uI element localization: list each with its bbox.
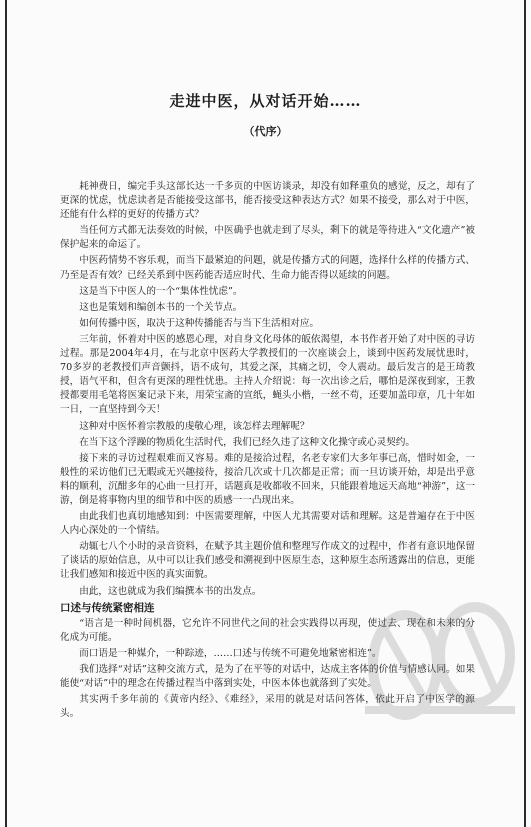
paragraph: 由此我们也真切地感知到：中医需要理解，中医人尤其需要对话和理解。这是普遍存在于中医人内心深处的一个情结。 — [60, 511, 475, 537]
page-subtitle: （代序） — [243, 125, 288, 138]
paragraph: 动辄七八个小时的录音资料，在赋予其主题价值和整理写作成文的过程中，作者有意识地保留了谈话的原始信息，从中可以让我们感受和溯视到中医原生态，这种原生态所透露出的信息，更能让我们感知和接近中医的真实面貌。 — [60, 541, 475, 581]
paragraph: 当任何方式都无法奏效的时候，中医确乎也就走到了尽头，剩下的就是等待进入“文化遗产”被保护起来的命运了。 — [60, 225, 475, 251]
paragraph: 接下来的寻访过程艰难而又容易。难的是接洽过程，名老专家们大多年事已高，惜时如金，一般性的采访他们已无暇或无兴趣接待，接洽几次或十几次都是正常；而一旦访谈开始，却是出乎意料的顺利，沉酣多年的心曲一旦打开，话题真是收都收不回来，只能跟着地远天高地“神游”，这一游，倒是将事物内里的细节和中医的质感一一凸现出来。 — [60, 452, 475, 506]
section-heading: 口述与传统紧密相连 — [60, 601, 155, 614]
paragraph: 耗神费日，编完手头这部长达一千多页的中医访谈录，却没有如释重负的感觉，反之，却有了更深的忧虑，忧虑读者是否能接受这部书，能否接受这种表达方式？如果不接受，那么对于中医，还能有什么样的更好的传播方式？ — [60, 181, 475, 221]
paragraph: 中医药情势不容乐观，而当下最紧迫的问题，就是传播方式的问题，选择什么样的传播方式、乃至是否有效？已经关系到中医药能否适应时代、生命力能否得以延续的问题。 — [60, 255, 475, 281]
paragraph: 在当下这个浮躁的物质化生活时代，我们已经久违了这种文化操守或心灵契约。 — [79, 436, 415, 448]
paragraph: 其实两千多年前的《黄帝内经》、《难经》，采用的就是对话问答体，依此开启了中医学的源头。 — [60, 694, 475, 720]
paragraph: 我们选择“对话”这种交流方式，是为了在平等的对话中，达成主客体的价值与情感认同。如果能使“对话”中的理念在传播过程当中落到实处，中医本体也就落到了实处。 — [60, 664, 475, 690]
paragraph: 这是当下中医人的一个“集体性忧虑”。 — [79, 285, 243, 297]
paragraph: 由此，这也就成为我们编撰本书的出发点。 — [79, 585, 262, 597]
paragraph: “语言是一种时间机器，它允许不同世代之间的社会实践得以再现，使过去、现在和未来的分化成为可能。 — [60, 617, 475, 643]
paragraph: 而口语是一种媒介，一种踪迹，……口述与传统不可避免地紧密相连”。 — [79, 647, 382, 659]
body-text — [60, 180, 475, 723]
paragraph: 这种对中医怀着宗教般的虔敬心理，该怎样去理解呢？ — [79, 420, 310, 432]
page-title: 走进中医，从对话开始…… — [169, 92, 362, 110]
paragraph: 如何传播中医，取决于这种传播能否与当下生活相对应。 — [79, 317, 320, 329]
paragraph: 这也是策划和编创本书的一个关节点。 — [79, 301, 243, 313]
paragraph: 三年前，怀着对中医的感恩心理，对自身文化母体的皈依渴望，本书作者开始了对中医的寻访过程。那是2004年4月，在与北京中医药大学教授们的一次座谈会上，谈到中医药发展忧患时，70多岁的老教授们声音颤抖，语不成句，其爱之深，其痛之切，令人震动。最后发言的是王琦教授，语气平和，但含有更深的理性忧患。主持人介绍说：每一次出诊之后，哪怕是深夜到家，王教授都要用毛笔将医案记录下来，用荣宝斋的宣纸，蝇头小楷，一丝不苟，还要加盖印章，几十年如一日，一直坚持到今天！ — [60, 333, 475, 416]
